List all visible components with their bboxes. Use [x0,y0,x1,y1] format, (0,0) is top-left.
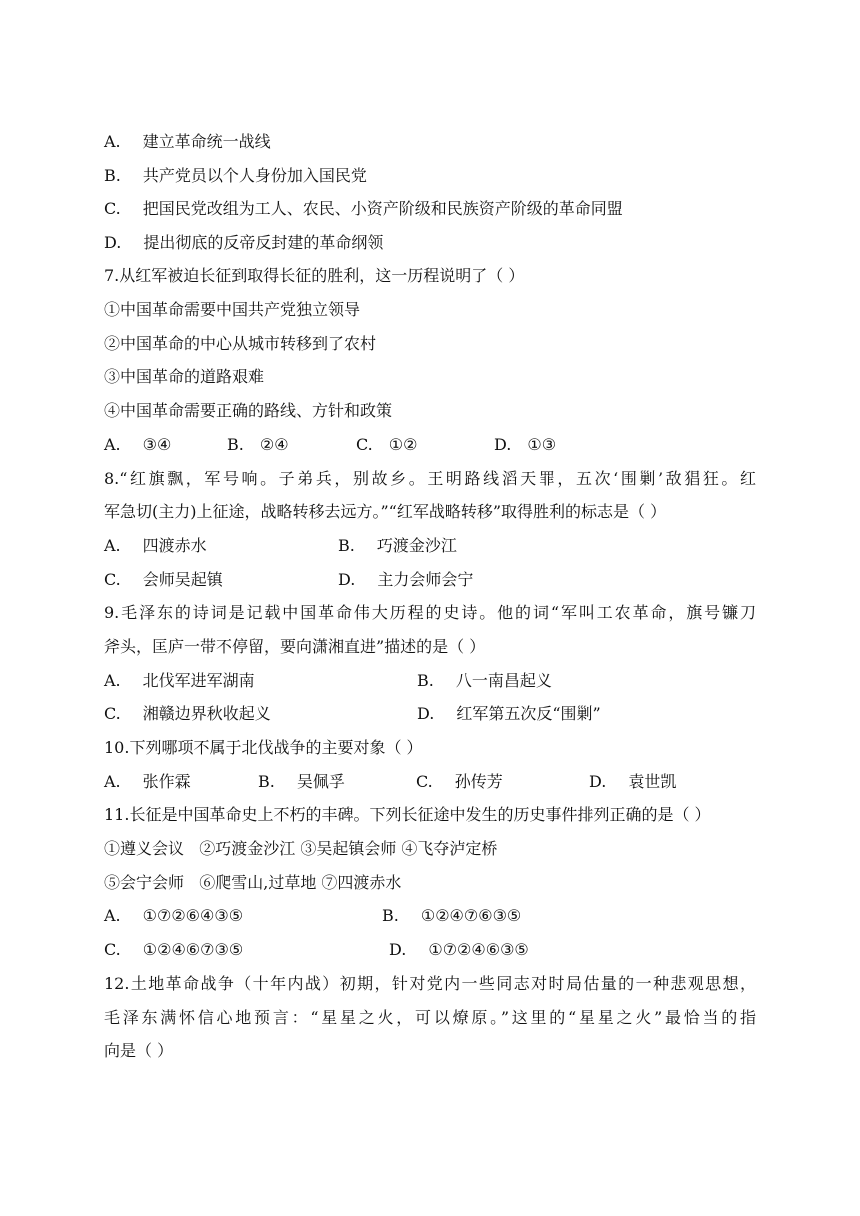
option-label: C. [104,199,121,218]
option-label: A. [104,906,121,925]
option-text: ①⑦②④⑥③⑤ [428,940,529,959]
option-text: ②④ [259,435,289,454]
q7-option-a [104,435,171,455]
q8-stem-line-1: 8.“红旗飘，军号响。子弟兵，别故乡。王明路线滔天罪，五次‘围剿’敌猖狂。红 [104,469,756,488]
q7-item-1: ①中国革命需要中国共产党独立领导 [104,300,361,319]
q8-option-a [104,536,207,556]
q9-option-b [417,671,552,691]
q6-option-b [104,166,367,186]
q7-option-c [356,435,417,455]
q11-option-c [104,940,243,960]
q6-option-c [104,199,623,219]
q7-option-b [227,435,289,455]
option-text: 建立革命统一战线 [142,132,271,151]
q11-options-row-2 [104,940,764,960]
q11-option-b [382,906,521,926]
q7-item-3: ③中国革命的道路艰难 [104,367,265,386]
q10-option-a [104,772,191,792]
q10-stem: 10.下列哪项不属于北伐战争的主要对象（ ） [104,738,423,757]
q9-options-row-1 [104,671,764,691]
option-text: ①②④⑦⑥③⑤ [420,906,522,925]
option-text: 袁世凯 [628,772,677,791]
option-text: 北伐军进军湖南 [142,671,255,690]
option-label: B. [227,435,244,454]
option-text: 湘赣边界秋收起义 [142,704,271,723]
option-label: B. [338,536,355,555]
q10-option-c [416,772,503,792]
option-label: D. [417,704,435,723]
option-label: A. [104,132,121,151]
q12-stem-line-1: 12.土地革命战争（十年内战）初期，针对党内一些同志对时局估量的一种悲观思想， [104,974,756,993]
option-text: 提出彻底的反帝反封建的革命纲领 [143,233,384,252]
option-text: 四渡赤水 [142,536,207,555]
option-text: 主力会师会宁 [377,570,474,589]
q10-options [104,772,764,792]
option-label: A. [104,536,121,555]
option-label: C. [104,570,121,589]
q10-option-d [589,772,676,792]
option-label: C. [104,704,121,723]
q8-stem-line-2: 军急切(主力)上征途，战略转移去远方。”“红军战略转移”取得胜利的标志是（ ） [104,502,667,521]
q8-option-c [104,570,223,590]
option-text: ①②④⑥⑦③⑤ [142,940,244,959]
option-text: 吴佩孚 [296,772,345,791]
option-label: D. [494,435,512,454]
option-text: 孙传芳 [454,772,503,791]
q11-option-d [389,940,529,960]
option-text: ①② [388,435,418,454]
option-text: 把国民党改组为工人、农民、小资产阶级和民族资产阶级的革命同盟 [142,199,623,218]
option-label: C. [356,435,373,454]
q8-options-row-2 [104,570,764,590]
option-label: B. [417,671,434,690]
q7-stem: 7.从红军被迫长征到取得长征的胜利，这一历程说明了（ ） [104,266,525,285]
q9-stem-line-1: 9.毛泽东的诗词是记载中国革命伟大历程的史诗。他的词“军叫工农革命，旗号镰刀 [104,603,756,622]
option-text: ①③ [527,435,557,454]
option-label: A. [104,435,121,454]
q11-events-line-1: ①遵义会议 ②巧渡金沙江 ③吴起镇会师 ④飞夺泸定桥 [104,839,498,858]
q9-options-row-2 [104,704,764,724]
option-label: A. [104,772,121,791]
q9-stem-line-2: 斧头，匡庐一带不停留，要向潇湘直进”描述的是（ ） [104,637,486,656]
option-text: 共产党员以个人身份加入国民党 [142,166,367,185]
option-text: ③④ [142,435,172,454]
option-label: A. [104,671,121,690]
option-text: 红军第五次反“围剿” [456,704,601,723]
q9-option-a [104,671,255,691]
option-label: D. [104,233,122,252]
q7-option-d [494,435,556,455]
option-label: C. [416,772,433,791]
q12-stem-line-2: 毛泽东满怀信心地预言：“星星之火，可以燎原。”这里的“星星之火”最恰当的指 [104,1008,756,1027]
q9-option-d [417,704,601,724]
option-label: D. [338,570,356,589]
option-label: B. [382,906,399,925]
q8-option-d [338,570,473,590]
option-text: 八一南昌起义 [455,671,552,690]
option-label: B. [258,772,275,791]
q7-options [104,435,764,455]
q11-events-line-2: ⑤会宁会师 ⑥爬雪山,过草地 ⑦四渡赤水 [104,873,402,892]
option-label: D. [589,772,607,791]
option-label: C. [104,940,121,959]
q11-options-row-1 [104,906,764,926]
q11-stem: 11.长征是中国革命史上不朽的丰碑。下列长征途中发生的历史事件排列正确的是（ ） [104,805,711,824]
option-text: 巧渡金沙江 [376,536,457,555]
q7-item-2: ②中国革命的中心从城市转移到了农村 [104,334,377,353]
q9-option-c [104,704,271,724]
option-label: D. [389,940,407,959]
q11-option-a [104,906,243,926]
q6-option-d [104,233,383,253]
q6-option-a [104,132,271,152]
q10-option-b [258,772,345,792]
q8-option-b [338,536,457,556]
option-label: B. [104,166,121,185]
q12-stem-line-3: 向是（ ） [104,1041,174,1060]
q7-item-4: ④中国革命需要正确的路线、方针和政策 [104,401,393,420]
option-text: 会师吴起镇 [142,570,223,589]
q8-options-row-1 [104,536,764,556]
option-text: 张作霖 [142,772,191,791]
option-text: ①⑦②⑥④③⑤ [142,906,244,925]
